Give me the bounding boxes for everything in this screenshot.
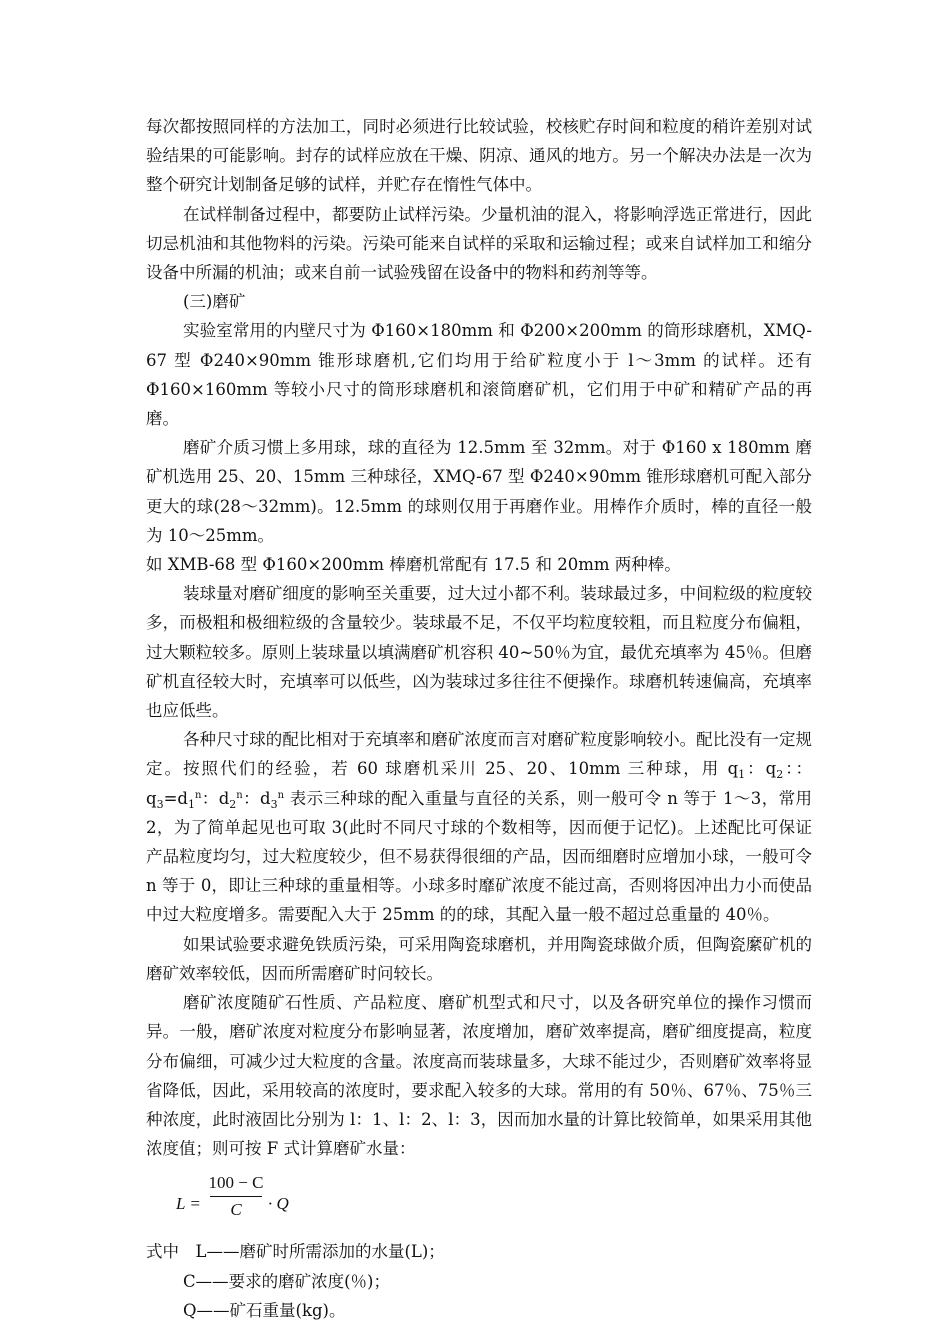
paragraph-ceramic-mill: 如果试验要求避免铁质污染，可采用陶瓷球磨机，并用陶瓷球做介质，但陶瓷縻矿机的磨矿效率较低，因而所需磨矿时问较长。 xyxy=(146,934,812,983)
document-page xyxy=(146,112,812,1325)
formula-lhs: L = xyxy=(176,1194,201,1214)
paragraph-ball-load: 装球量对磨矿细度的影响至关重要，过大过小都不利。装球最过多，中间粒级的粒度较多，而极粗和极细粒级的含量较少。装球最不足，不仅平均粒度较粗，而且粒度分布偏粗，过大颗粒较多。原则上装球量以填满磨矿机容积 40~50％为宜，最优充填率为 45％。但磨矿机直径较大时，充填率可以低些，凶为装球过多往往不便操作。球磨机转速偏高，充填率也应低些。 xyxy=(146,584,812,721)
paragraph-contamination: 在试样制备过程中，都要防止试样污染。少量机油的混入，将影响浮选正常进行，因此切忌机油和其他物料的污染。污染可能来自试样的采取和运输过程；或来自试样加工和缩分设备中所漏的机油；或来自前一试验残留在设备中的物料和药剂等等。 xyxy=(146,204,812,283)
paragraph-ball-ratio: 各种尺寸球的配比相对于充填率和磨矿浓度而言对磨矿粒度影响较小。配比没有一定规定。按照代们的经验，若 60 球磨机采川 25、20、10mm 三种球，用 $q_1$：$q_2$：：$q_3=d_1^n$：$d_2^n$：$d_3^n$ 表示三种球的配入重量与直径的关系，则一般可令 n 等于 1～3，常用 2，为了简单起见也可取 3(此时不同尺寸球的个数相等，因而便于记忆)。上述配比可保证产品粒度均匀，过大粒度较少，但不易获得很细的产品，因而细磨时应增加小球，一般可令 n 等于 0，即让三种球的重量相等。小球多时靡矿浓度不能过高，否则将因冲出力小而使品中过大粒度增多。需要配入大于 25mm 的的球，其配入量一般不超过总重量的 40％。 xyxy=(146,730,813,925)
formula-rhs: · Q xyxy=(268,1194,289,1214)
definition-c: C——要求的磨矿浓度(％)； xyxy=(183,1271,390,1291)
paragraph-media: 磨矿介质习惯上多用球，球的直径为 12.5mm 至 32mm。对于 Φ160 x 180mm 磨矿机选用 25、20、15mm 三种球径，XMQ-67 型 Φ240×90mm 锥形球磨机可配入部分更大的球(28～32mm)。12.5mm 的球则仅用于再磨作业。用棒作介质时，棒的直径一般为 10～25mm。 xyxy=(146,438,812,545)
paragraph-rod-mill: 如 XMB-68 型 Φ160×200mm 棒磨机常配有 17.5 和 20mm 两种棒。 xyxy=(146,555,681,575)
formula-denominator: C xyxy=(230,1200,242,1220)
formula-fraction xyxy=(208,1171,264,1222)
water-formula xyxy=(176,1169,812,1233)
variable-definitions xyxy=(146,1237,812,1325)
section-heading-grinding: (三)磨矿 xyxy=(183,292,246,312)
ratio-expression: $q_1$：$q_2$：：$q_3=d_1^n$：$d_2^n$：$d_3^n$ xyxy=(146,759,813,811)
fraction-bar xyxy=(210,1196,262,1197)
formula-numerator: 100 − C xyxy=(208,1173,264,1193)
paragraph-mills: 实验室常用的内壁尺寸为 Φ160×180mm 和 Φ200×200mm 的筒形球磨机，XMQ-67 型 Φ240×90mm 锥形球磨机,它们均用于给矿粒度小于 l～3mm 的试样。还有 Φ160×160mm 等较小尺寸的筒形球磨机和滚筒磨矿机，它们用于中矿和精矿产品的再磨。 xyxy=(146,321,812,429)
paragraph-storage: 每次都按照同样的方法加工，同时必须进行比较试验，校核贮存时间和粒度的稍许差别对试验结果的可能影响。封存的试样应放在干燥、阴凉、通风的地方。另一个解决办法是一次为整个研究计划制备足够的试样，并贮存在惰性气体中。 xyxy=(146,117,812,195)
definition-l: 式中 L——磨矿时所需添加的水量(L)； xyxy=(146,1242,445,1262)
definition-q: Q——矿石重量(kg)。 xyxy=(183,1300,346,1320)
paragraph-pulp-density: 磨矿浓度随矿石性质、产品粒度、磨矿机型式和尺寸，以及各研究单位的操作习惯而异。一般，磨矿浓度对粒度分布影响显著，浓度增加，磨矿效率提高，磨矿细度提高，粒度分布偏细，可减少过大粒度的含量。浓度高而装球量多，大球不能过少，否则磨矿效率将显省降低，因此，采用较高的浓度时，要求配入较多的大球。常用的有 50％、67％、75％三种浓度，此时液固比分别为 l：1、l：2、l：3，因而加水量的计算比较简单，如果采用其他浓度值；则可按 F 式计算磨矿水量： xyxy=(146,993,812,1159)
